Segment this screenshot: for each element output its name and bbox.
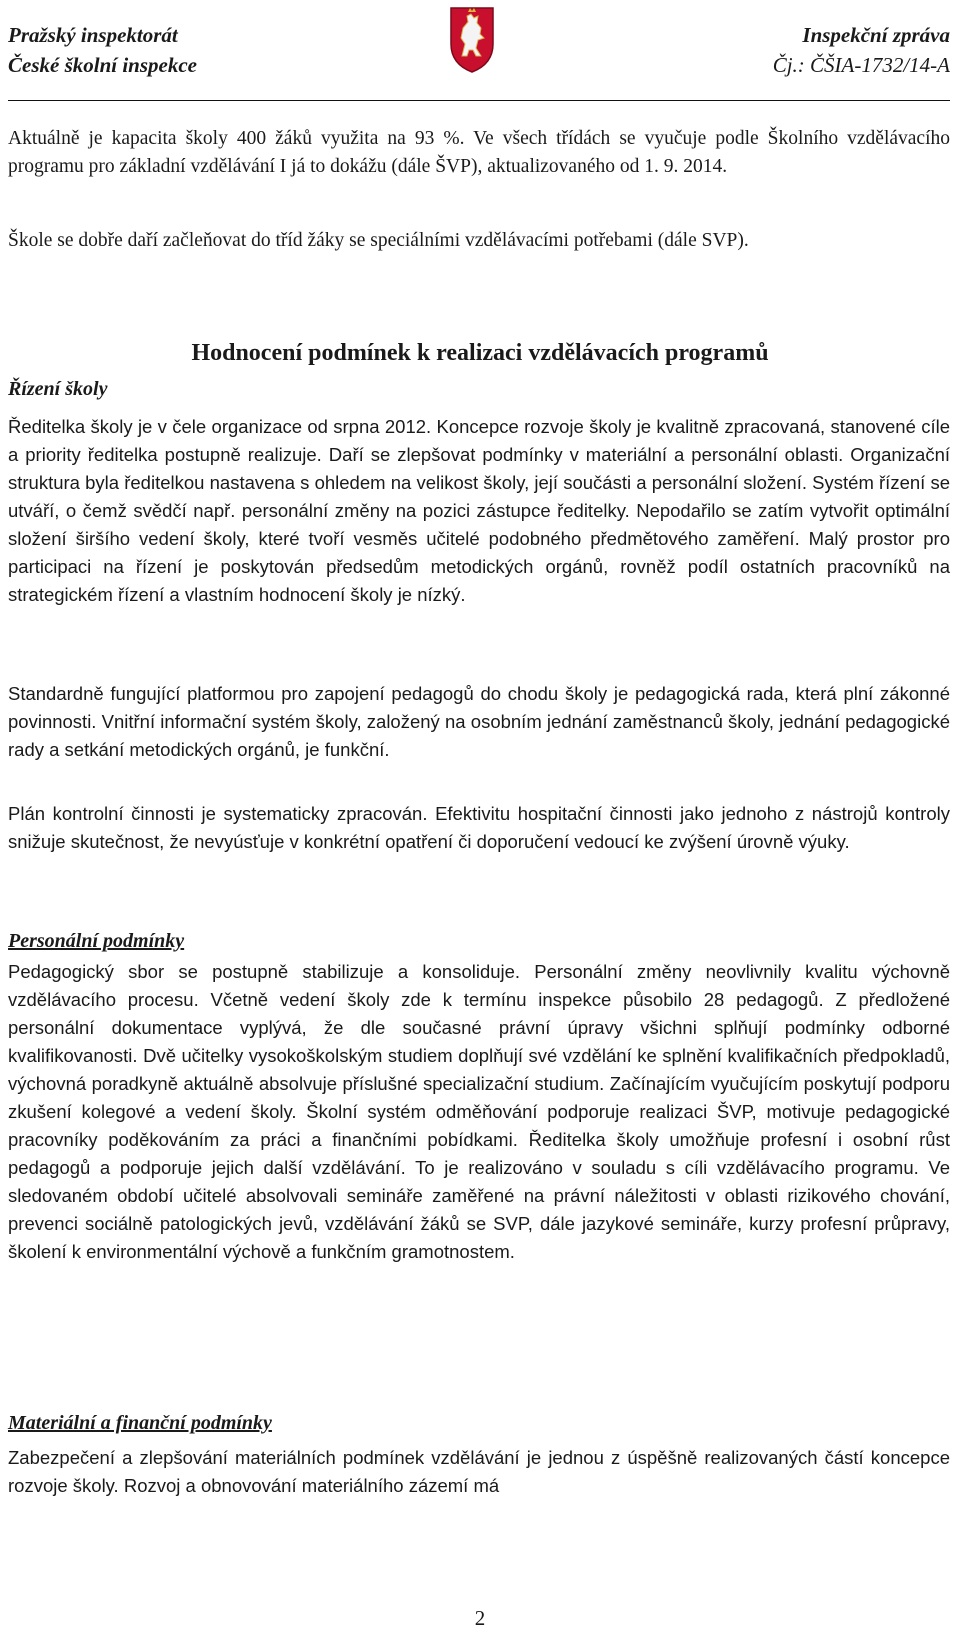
subheading-rizeni-skoly: Řízení školy: [8, 378, 108, 400]
subheading-materialni-podminky: Materiální a finanční podmínky: [8, 1412, 272, 1434]
header-right: [773, 20, 950, 80]
section-title: Hodnocení podmínek k realizaci vzdělávacích programů: [191, 340, 769, 366]
header-reference-number: Čj.: ČŠIA-1732/14-A: [772, 53, 950, 77]
header-report-title: Inspekční zpráva: [802, 23, 950, 47]
header-divider: [8, 100, 950, 101]
intro-paragraph-2: Škole se dobře daří začleňovat do tříd žáky se speciálními vzdělávacími potřebami (dále SVP).: [8, 230, 749, 251]
rizeni-paragraph-2: Standardně fungující platformou pro zapojení pedagogů do chodu školy je pedagogická rada, která plní zákonné povinnosti. Vnitřní informační systém školy, založený na osobním jednání zaměstnanců školy, jednání pedagogické rady a setkání metodických orgánů, je funkční.: [8, 683, 950, 760]
rizeni-paragraph-3: Plán kontrolní činnosti je systematicky zpracován. Efektivitu hospitační činnosti jako jednoho z nástrojů kontroly snižuje skutečnost, že nevyúsťuje v konkrétní opatření či doporučení vedoucí ke zvýšení úrovně výuky.: [8, 803, 950, 852]
header-org-line2: České školní inspekce: [8, 53, 197, 77]
rizeni-paragraph-1: Ředitelka školy je v čele organizace od srpna 2012. Koncepce rozvoje školy je kvalitně zpracovaná, stanovené cíle a priority ředitelka postupně realizuje. Daří se zlepšovat podmínky v materiální a personální oblasti. Organizační struktura byla ředitelkou nastavena s ohledem na velikost školy, její součásti a personální složení. Systém řízení se utváří, o čemž svědčí např. personální změny na pozici zástupce ředitelky. Nepodařilo se zatím vytvořit optimální složení širšího vedení školy, které tvoří vesměs učitelé podobného předmětového zaměření. Malý prostor pro participaci na řízení je poskytován předsedům metodických orgánů, rovněž podíl ostatních pracovníků na strategickém řízení a vlastním hodnocení školy je nízký.: [8, 416, 950, 605]
header-left: [8, 20, 197, 80]
page-number: 2: [474, 1606, 486, 1630]
page-header: [0, 0, 960, 110]
intro-paragraph-1: Aktuálně je kapacita školy 400 žáků využita na 93 %. Ve všech třídách se vyučuje podle Školního vzdělávacího programu pro základní vzdělávání I já to dokážu (dále ŠVP), aktualizovaného od 1. 9. 2014.: [8, 128, 950, 177]
subheading-personalni-podminky: Personální podmínky: [8, 930, 185, 952]
czech-coat-of-arms-icon: [448, 4, 496, 74]
personalni-paragraph-1: Pedagogický sbor se postupně stabilizuje a konsoliduje. Personální změny neovlivnily kvalitu výchovně vzdělávacího procesu. Včetně vedení školy zde k termínu inspekce působilo 28 pedagogů. Z předložené personální dokumentace vyplývá, že dle současné právní úpravy všichni splňují podmínky odborné kvalifikovanosti. Dvě učitelky vysokoškolským studiem doplňují své vzdělání ke splnění kvalifikačních předpokladů, výchovná poradkyně aktuálně absolvuje příslušné specializační studium. Začínajícím vyučujícím poskytují podporu zkušení kolegové a vedení školy. Školní systém odměňování podporuje realizaci ŠVP, motivuje pedagogické pracovníky poděkováním za práci a finančními pobídkami. Ředitelka školy umožňuje profesní i osobní růst pedagogů a podporuje jejich další vzdělávání. To je realizováno v souladu s cíli vzdělávacího programu. Ve sledovaném období učitelé absolvovali semináře zaměřené na právní náležitosti v oblasti rizikového chování, prevenci sociálně patologických jevů, vzdělávání žáků se SVP, dále jazykové semináře, kurzy profesní průpravy, školení k environmentální výchově a funkčním gramotnostem.: [8, 961, 950, 1262]
header-org-line1: Pražský inspektorát: [8, 23, 178, 47]
materialni-paragraph-1: Zabezpečení a zlepšování materiálních podmínek vzdělávání je jednou z úspěšně realizovaných částí koncepce rozvoje školy. Rozvoj a obnovování materiálního zázemí má: [8, 1447, 950, 1496]
